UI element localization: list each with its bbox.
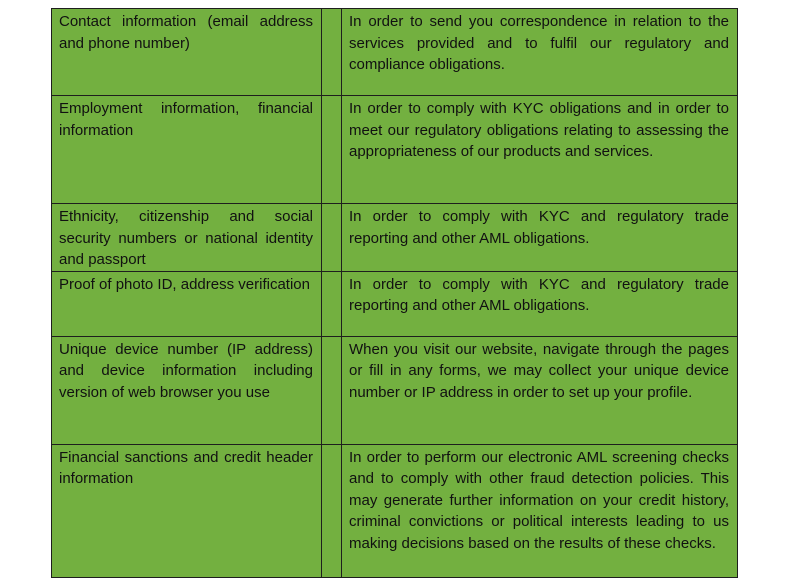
- purpose-cell: In order to comply with KYC and regulatory trade reporting and other AML obligations.: [342, 271, 738, 336]
- purpose-cell: In order to comply with KYC and regulatory trade reporting and other AML obligations.: [342, 204, 738, 272]
- table-row: [52, 444, 738, 577]
- table-row: [52, 96, 738, 204]
- data-type-cell: Financial sanctions and credit header information: [52, 444, 322, 577]
- purpose-cell: In order to send you correspondence in relation to the services provided and to fulfil our regulatory and compliance obligations.: [342, 9, 738, 96]
- table-row: [52, 9, 738, 96]
- table-row: [52, 204, 738, 272]
- data-usage-table: [51, 8, 738, 578]
- table-row: [52, 336, 738, 444]
- spacer-cell: [322, 444, 342, 577]
- data-type-cell: Employment information, financial information: [52, 96, 322, 204]
- data-type-cell: Unique device number (IP address) and device information including version of web browser you use: [52, 336, 322, 444]
- data-type-cell: Proof of photo ID, address verification: [52, 271, 322, 336]
- spacer-cell: [322, 204, 342, 272]
- purpose-cell: In order to comply with KYC obligations and in order to meet our regulatory obligations relating to assessing the appropriateness of our products and services.: [342, 96, 738, 204]
- table-row: [52, 271, 738, 336]
- purpose-cell: When you visit our website, navigate through the pages or fill in any forms, we may collect your unique device number or IP address in order to set up your profile.: [342, 336, 738, 444]
- spacer-cell: [322, 271, 342, 336]
- data-type-cell: Ethnicity, citizenship and social security numbers or national identity and passport: [52, 204, 322, 272]
- spacer-cell: [322, 96, 342, 204]
- data-type-cell: Contact information (email address and phone number): [52, 9, 322, 96]
- purpose-cell: In order to perform our electronic AML screening checks and to comply with other fraud detection policies. This may generate further information on your credit history, criminal convictions or political interests leading to us making decisions based on the results of these checks.: [342, 444, 738, 577]
- spacer-cell: [322, 9, 342, 96]
- spacer-cell: [322, 336, 342, 444]
